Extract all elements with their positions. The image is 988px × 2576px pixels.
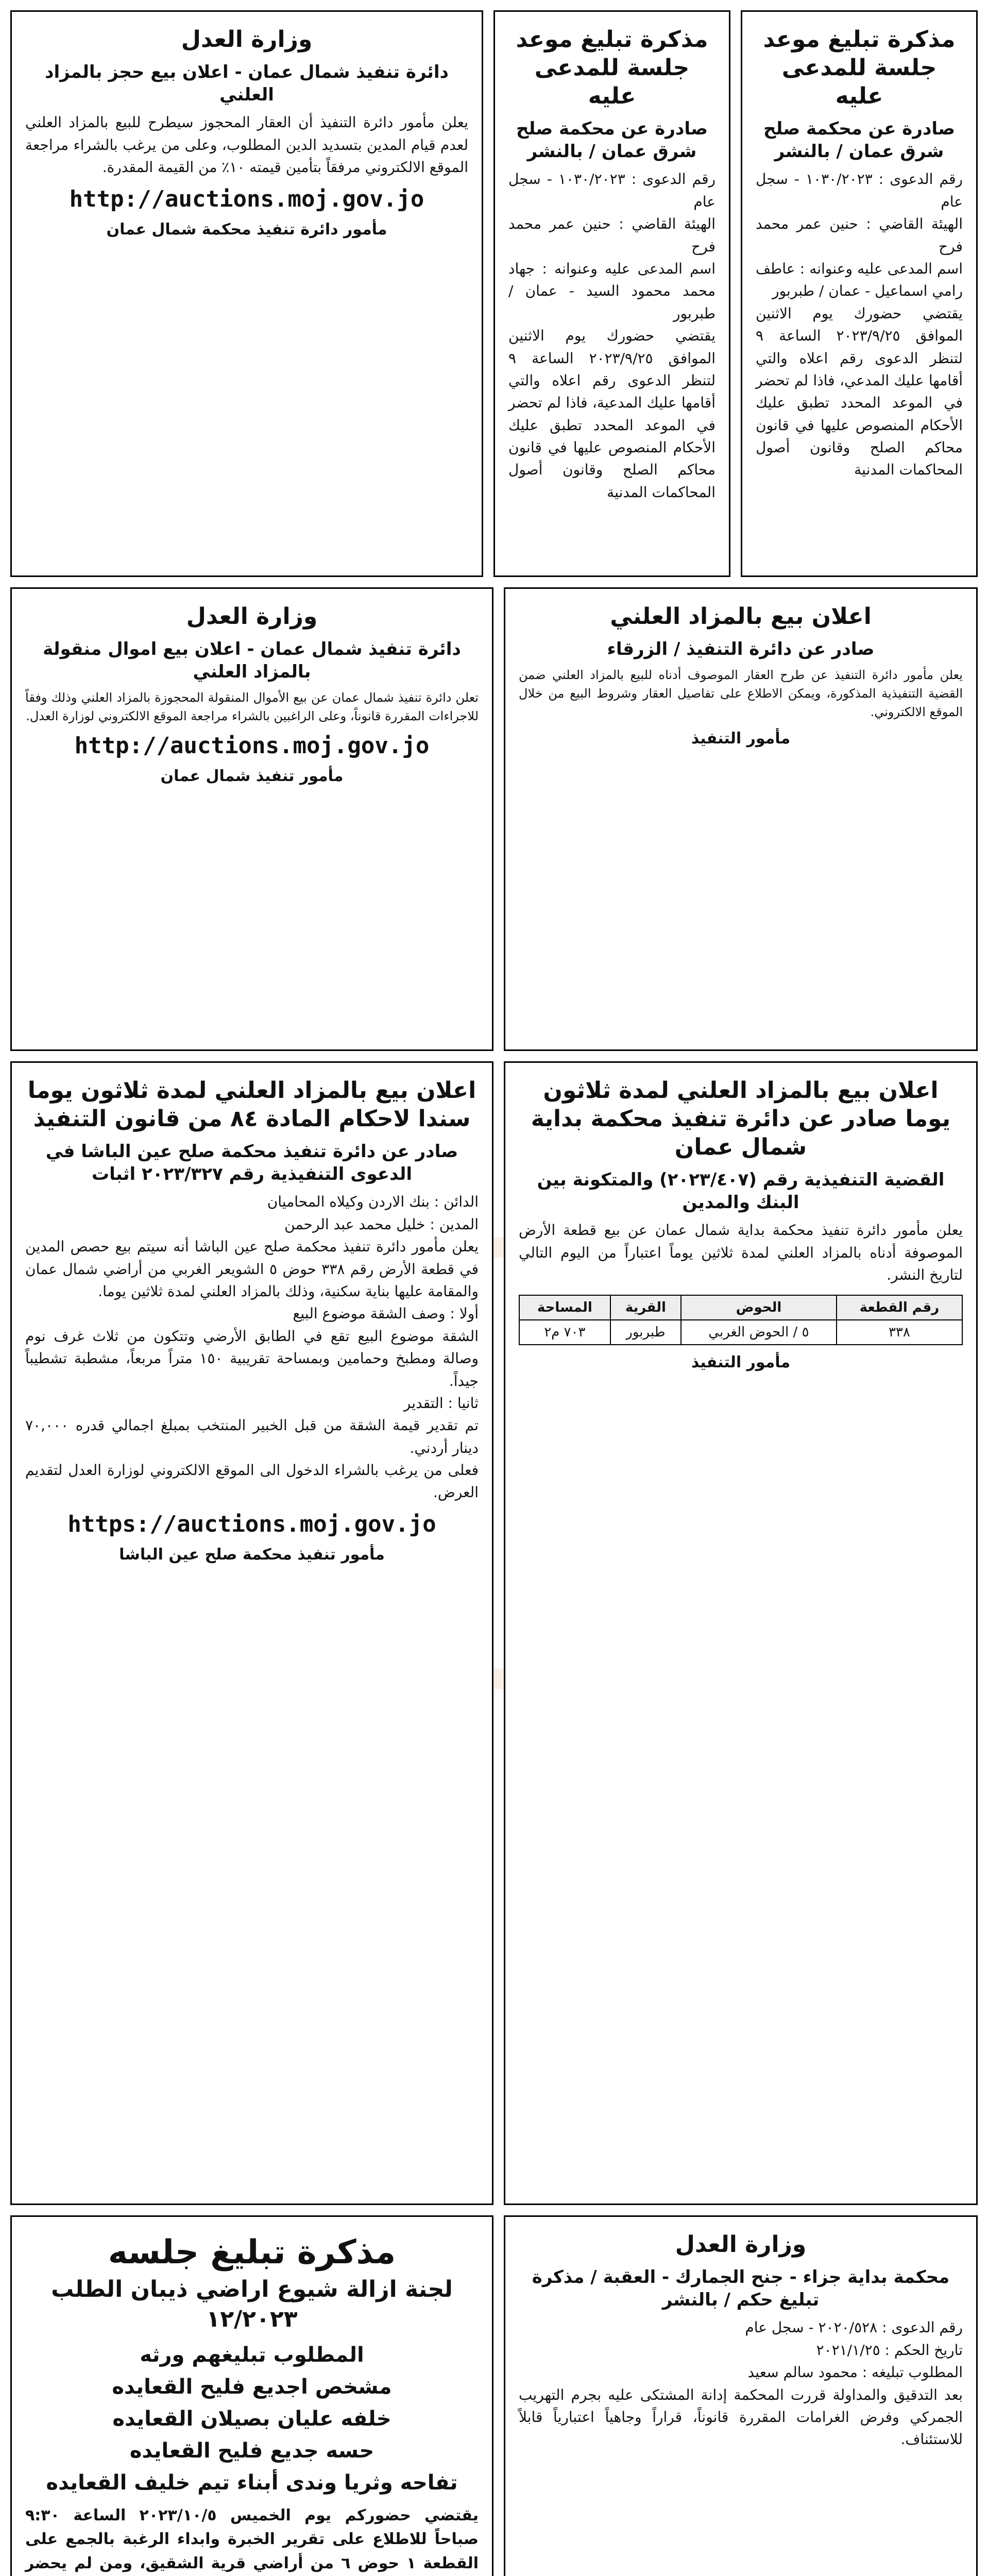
notice-subtitle: صادرة عن محكمة صلح شرق عمان / بالنشر <box>763 118 956 162</box>
notice-title: اعلان بيع بالمزاد العلني لمدة ثلاثون يوما سندا لاحكام المادة ٨٤ من قانون التنفيذ <box>27 1077 476 1132</box>
table-row <box>519 1320 962 1345</box>
notice-subtitle: محكمة بداية جزاء - جنح الجمارك - العقبة / مذكرة تبليغ حكم / بالنشر <box>532 2267 950 2311</box>
notice-body: رقم الدعوى : ١٠٣٠/٢٠٢٣ - سجل عام الهيئة القاضي : حنين عمر محمد فرح اسم المدعى عليه وعنوانه : عاطف رامي اسماعيل - عمان / طبربور يقتضي حضورك يوم الاثنين الموافق ٢٠٢٣/٩/٢٥ الساعة ٩ لتنظر الدعوى رقم اعلاه والتي أقامها عليك المدعي، فاذا لم تحضر في الموعد المحدد تطبق عليك الأحكام المنصوص عليها في قانون محاكم الصلح وقانون أصول المحاكمات المدنية <box>756 171 963 479</box>
notice-body: يعلن مأمور دائرة تنفيذ محكمة بداية شمال عمان عن بيع قطعة الأرض الموصوفة أدناه بالمزاد العلني لمدة ثلاثين يوماً اعتباراً من اليوم التالي لتاريخ النشر. <box>519 1222 963 1284</box>
notice-subtitle: دائرة تنفيذ شمال عمان - اعلان بيع اموال منقولة بالمزاد العلني <box>43 639 461 683</box>
notice-4 <box>504 587 978 1051</box>
notice-title: وزارة العدل <box>675 2231 807 2258</box>
notice-signature: مأمور التنفيذ <box>691 730 791 748</box>
notice-signature: مأمور التنفيذ <box>691 1353 791 1371</box>
table-cell: ٣٣٨ <box>837 1320 962 1345</box>
notice-subtitle: صادرة عن محكمة صلح شرق عمان / بالنشر <box>516 118 708 162</box>
table-header: المساحة <box>519 1295 610 1320</box>
notice-8 <box>504 2215 978 2576</box>
notice-subtitle: القضية التنفيذية رقم (٢٠٢٣/٤٠٧) والمتكونة بين البنك والمدين <box>537 1170 945 1213</box>
table-cell: طبربور <box>610 1320 681 1345</box>
notice-title: وزارة العدل <box>181 26 313 53</box>
table-cell: ٥ / الحوض الغربي <box>681 1320 837 1345</box>
notice-9 <box>10 2215 493 2576</box>
notice-subtitle: لجنة ازالة شيوع اراضي ذيبان الطلب ١٢/٢٠٢٣ <box>51 2276 453 2332</box>
notice-title: مذكرة تبليغ موعد جلسة للمدعى عليه <box>763 26 956 109</box>
auction-link[interactable]: https://auctions.moj.gov.jo <box>67 1511 436 1537</box>
notice-signature: مأمور دائرة تنفيذ محكمة شمال عمان <box>106 220 387 239</box>
notice-3 <box>10 10 483 577</box>
notice-title: مذكرة تبليغ موعد جلسة للمدعى عليه <box>516 26 708 109</box>
notice-title: مذكرة تبليغ جلسه <box>108 2233 396 2272</box>
notice-subtitle: صادر عن دائرة التنفيذ / الزرقاء <box>607 639 875 659</box>
notice-subtitle: صادر عن دائرة تنفيذ محكمة صلح عين الباشا في الدعوى التنفيذية رقم ٢٠٢٣/٣٢٧ اثبات <box>45 1141 458 1185</box>
notice-signature: مأمور تنفيذ شمال عمان <box>160 767 344 786</box>
notice-body: يعلن مأمور دائرة التنفيذ عن طرح العقار الموصوف أدناه للبيع بالمزاد العلني ضمن القضية التنفيذية المذكورة، ويمكن الاطلاع على تفاصيل العقار وشروط البيع من خلال الموقع الالكتروني. <box>519 668 963 720</box>
notice-1 <box>741 10 978 577</box>
notice-title: وزارة العدل <box>186 603 318 630</box>
auction-link[interactable]: http://auctions.moj.gov.jo <box>74 733 430 759</box>
auction-link[interactable]: http://auctions.moj.gov.jo <box>69 185 424 212</box>
notice-5 <box>10 587 493 1051</box>
notice-6 <box>504 1061 978 2205</box>
notice-body: الدائن : بنك الاردن وكيلاه المحاميان المدين : خليل محمد عبد الرحمن يعلن مأمور دائرة تنفيذ محكمة صلح عين الباشا أنه سيتم بيع حصص المدين في قطعة الأرض رقم ٣٣٨ حوض ٥ الشويعر الغربي من أراضي شمال عمان والمقامة عليها بناية سكنية، وذلك بالمزاد العلني لمدة ثلاثين يوما. أولا : وصف الشقة موضوع البيع الشقة موضوع البيع تقع في الطابق الأرضي وتتكون من ثلاث غرف نوم وصالة ومطبخ وحمامين وبمساحة تقريبية ١٥٠ متراً مربعاً، مشطبة تشطيباً جيداً. ثانيا : التقدير تم تقدير قيمة الشقة من قبل الخبير المنتخب بمبلغ اجمالي قدره ٧٠,٠٠٠ دينار أردني. فعلى من يرغب بالشراء الدخول الى الموقع الالكتروني لوزارة العدل لتقديم العرض. <box>25 1193 479 1501</box>
table-header: رقم القطعة <box>837 1295 962 1320</box>
table-cell: ٧٠٣ م٢ <box>519 1320 610 1345</box>
notice-2 <box>493 10 730 577</box>
notice-signature: مأمور تنفيذ محكمة صلح عين الباشا <box>119 1545 385 1564</box>
notice-body: يعلن مأمور دائرة التنفيذ أن العقار المحجوز سيطرح للبيع بالمزاد العلني لعدم قيام المدين بتسديد الدين المطلوب، وعلى من يرغب بالشراء مراجعة الموقع الالكتروني مرفقاً بتأمين قيمته ١٠٪ من القيمة المقدرة. <box>25 114 468 176</box>
notice-body: رقم الدعوى : ٢٠٢٠/٥٢٨ - سجل عام تاريخ الحكم : ٢٠٢١/١/٢٥ المطلوب تبليغه : محمود سالم سعيد بعد التدقيق والمداولة قررت المحكمة إدانة المشتكى عليه بجرم التهريب الجمركي وفرض الغرامات المقررة قانوناً، قراراً وجاهياً اعتبارياً قابلاً للاستئناف. <box>519 2319 963 2448</box>
notice-body: تعلن دائرة تنفيذ شمال عمان عن بيع الأموال المنقولة المحجوزة بالمزاد العلني وذلك وفقاً للاجراءات المقررة قانوناً، وعلى الراغبين بالشراء مراجعة الموقع الالكتروني لوزارة العدل. <box>25 690 479 724</box>
notice-body: المطلوب تبليغهم ورثه مشخص اجديع فليح القعايده خلفه عليان بصيلان القعايده حسه جديع فليح القعايده تفاحه وثريا وندى أبناء تيم خليف القعايده <box>46 2343 458 2495</box>
notice-title: اعلان بيع بالمزاد العلني <box>610 603 872 630</box>
notice-subtitle: دائرة تنفيذ شمال عمان - اعلان بيع حجز بالمزاد العلني <box>45 62 449 106</box>
notice-title: اعلان بيع بالمزاد العلني لمدة ثلاثون يوما صادر عن دائرة تنفيذ محكمة بداية شمال عمان <box>531 1077 951 1160</box>
notice-body: رقم الدعوى : ١٠٣٠/٢٠٢٣ - سجل عام الهيئة القاضي : حنين عمر محمد فرح اسم المدعى عليه وعنوانه : جهاد محمد محمود السيد - عمان / طبربور يقتضي حضورك يوم الاثنين الموافق ٢٠٢٣/٩/٢٥ الساعة ٩ لتنظر الدعوى رقم اعلاه والتي أقامها عليك المدعية، فاذا لم تحضر في الموعد المحدد تطبق عليك الأحكام المنصوص عليها في قانون محاكم الصلح وقانون أصول المحاكمات المدنية <box>508 171 716 501</box>
notice-footer: يقتضي حضوركم يوم الخميس ٢٠٢٣/١٠/٥ الساعة ٩:٣٠ صباحاً للاطلاع على تقرير الخبرة وابداء الرغبة بالجمع على القطعة ١ حوض ٦ من أراضي قرية الشقيق، ومن لم يحضر <box>25 2506 479 2572</box>
property-table <box>519 1295 963 1345</box>
table-header: القرية <box>610 1295 681 1320</box>
table-header: الحوض <box>681 1295 837 1320</box>
notice-7 <box>10 1061 493 2205</box>
